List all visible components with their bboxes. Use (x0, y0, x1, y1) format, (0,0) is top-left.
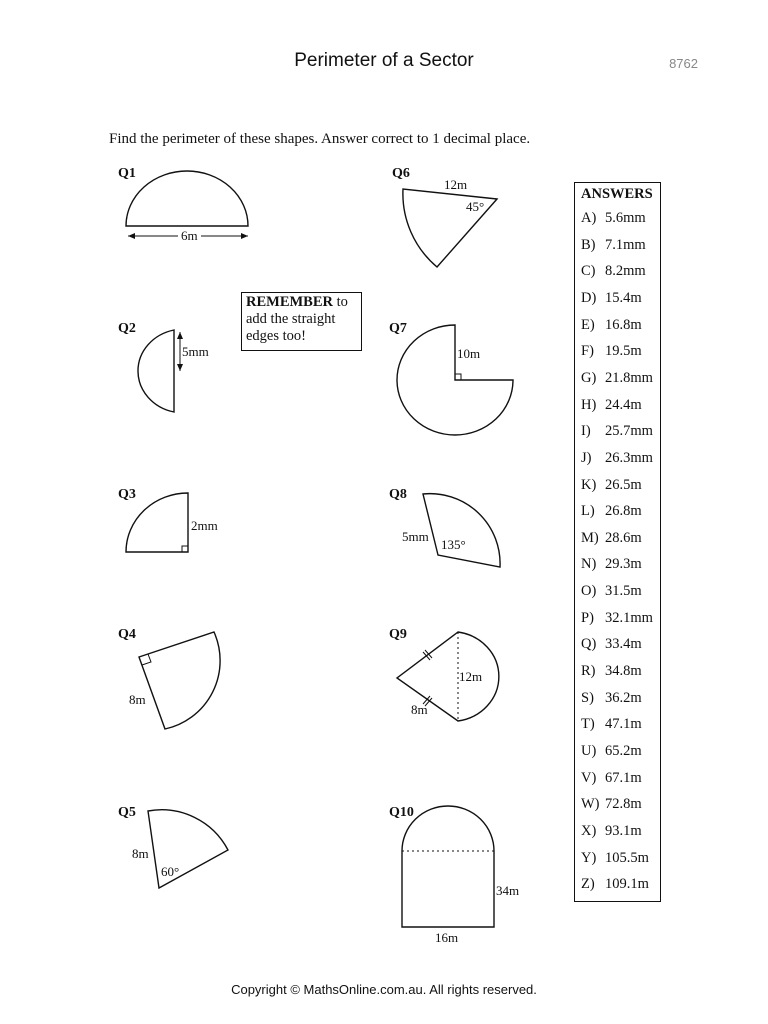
q8-radius-label: 5mm (402, 529, 429, 544)
q4-figure (118, 627, 220, 729)
answer-letter: W) (581, 796, 600, 813)
q5-angle-label: 60° (161, 864, 180, 879)
answer-letter: F) (581, 343, 594, 360)
answer-letter: X) (581, 822, 597, 839)
q2-label: Q2 (118, 321, 136, 336)
q10-label: Q10 (389, 805, 414, 820)
answer-item (581, 530, 642, 547)
answer-letter: E) (581, 316, 595, 333)
answer-item (581, 210, 646, 227)
answer-value: 33.4m (605, 636, 642, 653)
q6-figure (392, 166, 497, 267)
answer-letter: A) (581, 210, 597, 226)
answer-letter: B) (581, 236, 596, 253)
q3-label: Q3 (118, 487, 136, 502)
q4-quarter-circle (139, 632, 220, 729)
answer-value: 72.8m (605, 796, 642, 813)
answer-item (581, 610, 653, 627)
answer-value: 29.3m (605, 556, 642, 573)
q10-figure (389, 805, 519, 945)
instructions: Find the perimeter of these shapes. Answer correct to 1 decimal place. (109, 131, 531, 147)
answer-value: 5.6mm (605, 210, 646, 226)
answer-value: 19.5m (605, 343, 642, 360)
answer-letter: Q) (581, 636, 597, 653)
answer-letter: Z) (581, 876, 595, 893)
answer-letter: K) (581, 476, 597, 493)
q7-label: Q7 (389, 321, 407, 336)
q8-angle-label: 135° (441, 537, 466, 552)
q6-angle-label: 45° (466, 199, 485, 214)
copyright: Copyright © MathsOnline.com.au. All rights reserved. (231, 982, 537, 997)
answer-item (581, 343, 642, 360)
answer-value: 36.2m (605, 689, 642, 706)
answer-item (581, 663, 642, 680)
answer-letter: G) (581, 369, 597, 386)
answer-letter: I) (581, 423, 591, 440)
q4-radius-label: 8m (129, 692, 146, 707)
answer-item (581, 503, 642, 520)
q3-radius-label: 2mm (191, 518, 218, 533)
q9-label: Q9 (389, 627, 407, 642)
answer-value: 65.2m (605, 743, 642, 759)
answer-item (581, 423, 653, 440)
worksheet-code: 8762 (669, 56, 698, 71)
answer-item (581, 290, 642, 307)
q1-semicircle (126, 171, 248, 226)
answer-letter: Y) (581, 849, 597, 866)
answer-value: 26.5m (605, 476, 642, 493)
q8-label: Q8 (389, 487, 407, 502)
answer-item (581, 716, 642, 733)
answer-value: 93.1m (605, 822, 642, 839)
q4-label: Q4 (118, 627, 136, 642)
answer-value: 7.1mm (605, 236, 646, 253)
answer-item (581, 397, 642, 414)
answer-value: 21.8mm (605, 369, 653, 386)
answer-value: 15.4m (605, 289, 642, 306)
remember-box (241, 292, 362, 351)
q2-radius-label: 5mm (182, 344, 209, 359)
q10-composite-shape (402, 806, 494, 927)
answer-item (581, 583, 642, 600)
q2-semicircle (138, 330, 174, 412)
q8-figure (389, 487, 500, 567)
q3-figure (118, 487, 218, 552)
answer-value: 28.6m (605, 529, 642, 546)
q5-radius-label: 8m (132, 846, 149, 861)
answer-item (581, 796, 642, 813)
q9-figure (389, 627, 499, 721)
q9-side-label: 8m (411, 702, 428, 717)
answer-item (581, 850, 649, 867)
answer-item (581, 370, 653, 387)
answer-letter: V) (581, 769, 597, 786)
answer-value: 26.3mm (605, 449, 653, 466)
answer-value: 31.5m (605, 583, 642, 600)
answer-letter: S) (581, 689, 594, 706)
answer-letter: J) (581, 449, 592, 466)
answer-value: 16.8m (605, 316, 642, 333)
q7-major-sector (397, 325, 513, 435)
answer-letter: L) (581, 503, 595, 520)
answer-value: 8.2mm (605, 263, 646, 280)
q6-radius-label: 12m (444, 177, 468, 192)
answer-item (581, 876, 649, 893)
q1-figure (118, 166, 248, 243)
answer-value: 109.1m (605, 876, 649, 893)
answer-item (581, 477, 642, 494)
answer-letter: O) (581, 583, 597, 600)
answer-value: 47.1m (605, 716, 642, 733)
q2-figure (118, 321, 209, 412)
answer-item (581, 317, 642, 334)
answer-letter: M) (581, 529, 599, 546)
answer-letter: D) (581, 289, 597, 306)
q10-height-label: 34m (496, 883, 520, 898)
q1-diameter-label: 6m (181, 228, 198, 243)
answer-item (581, 690, 642, 707)
answer-value: 32.1mm (605, 609, 653, 626)
answer-letter: C) (581, 263, 596, 280)
answer-value: 26.8m (605, 503, 642, 520)
q5-sector (148, 810, 228, 888)
q9-diameter-label: 12m (459, 669, 483, 684)
answer-letter: R) (581, 663, 596, 680)
answer-item (581, 823, 642, 840)
q1-label: Q1 (118, 166, 136, 181)
answer-item (581, 237, 646, 254)
q3-right-angle-mark (182, 546, 188, 552)
remember-text: to add the straight edges too! (246, 294, 348, 344)
answer-item (581, 450, 653, 467)
page-title: Perimeter of a Sector (294, 50, 474, 71)
answers-heading: ANSWERS (581, 186, 653, 202)
answer-value: 67.1m (605, 769, 642, 786)
q7-right-angle-mark (455, 374, 461, 380)
answer-letter: H) (581, 396, 597, 413)
answer-item (581, 743, 642, 760)
q8-sector (423, 494, 500, 567)
answer-item (581, 636, 642, 653)
answer-item (581, 263, 646, 280)
remember-bold: REMEMBER (246, 294, 333, 310)
q5-figure (118, 805, 228, 888)
answer-letter: N) (581, 556, 597, 573)
q6-label: Q6 (392, 166, 410, 181)
answer-value: 105.5m (605, 849, 649, 866)
answers-box (574, 182, 661, 902)
q7-figure (389, 321, 513, 435)
q7-radius-label: 10m (457, 346, 481, 361)
q10-width-label: 16m (435, 930, 459, 945)
answer-value: 34.8m (605, 663, 642, 680)
answer-letter: T) (581, 716, 595, 733)
answer-item (581, 556, 642, 573)
answer-letter: U) (581, 743, 597, 759)
answer-value: 24.4m (605, 396, 642, 413)
answer-letter: P) (581, 609, 594, 626)
answer-item (581, 770, 642, 787)
q5-label: Q5 (118, 805, 136, 820)
answer-value: 25.7mm (605, 423, 653, 440)
